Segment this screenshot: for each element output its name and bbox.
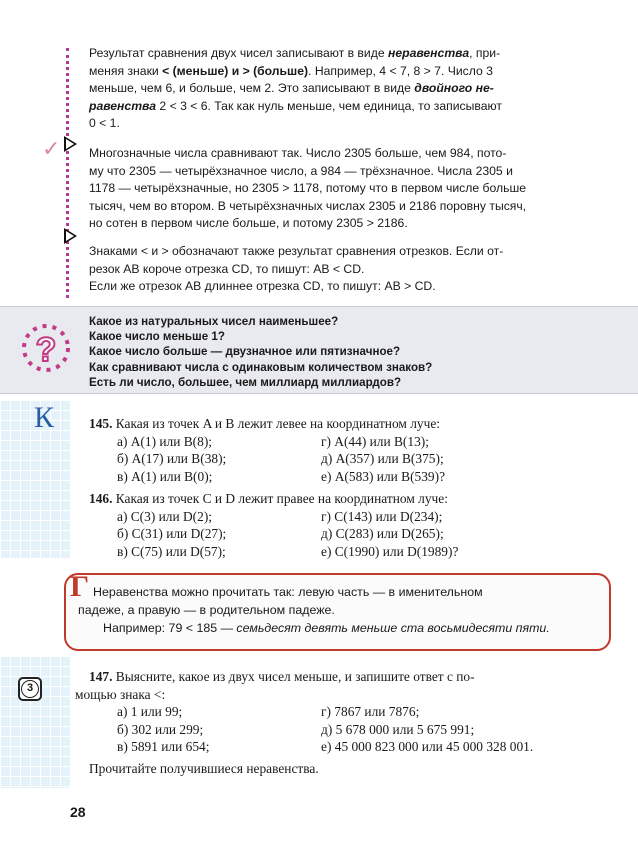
question-item: Как сравнивают числа с одинаковым количеством знаков? [89, 360, 433, 374]
page-number: 28 [70, 804, 86, 820]
svg-text:?: ? [35, 331, 57, 369]
question-item: Какое число меньше 1? [89, 330, 225, 344]
exercise-147: 147. Выясните, какое из двух чисел меньше, и запишите ответ с по- мощью знака <: а) 1 или 99; б) 302 или 299; в) 5891 или 654; г) 7867 или 7876; д) 5 678 000 или 5 675 991; е) 45 000 823 000 или 45 000 328 001. Прочитайте получившиеся неравенства. [75, 669, 534, 776]
theory-paragraph-3: Знаками < и > обозначают также результат сравнения отрезков. Если от- резок AB короче отрезка CD, то пишут: AB < CD. Если же отрезок AB длиннее отрезка CD, то пишут: AB > CD. [89, 244, 504, 294]
grid-margin-decoration [0, 656, 70, 788]
theory-rail [66, 48, 69, 298]
question-mark-icon [20, 318, 72, 378]
exercise-145: 145. Какая из точек A и B лежит левее на координатном луче: а) A(1) или B(8); б) A(17) или B(38); в) A(1) или B(0); г) A(44) или B(13); д) A(357) или B(375); е) A(583) или B(539)? [89, 416, 446, 484]
level-badge: 3 [18, 677, 42, 701]
question-item: Какое из натуральных чисел наименьшее? [89, 315, 339, 328]
checkmark-icon: ✓ [42, 136, 61, 161]
section-letter-k: К [34, 401, 55, 434]
exercise-146: 146. Какая из точек C и D лежит правее на координатном луче: а) C(3) или D(2); б) C(31) или D(27); в) C(75) или D(57); г) C(143) или D(234); д) C(283) или D(265); е) C(1990) или D(1989)? [89, 491, 459, 559]
theory-paragraph-1: Результат сравнения двух чисел записывают в виде неравенства, при- меняя знаки < (меньше) и > (больше). Например, 4 < 7, 8 > 7. Число 3 меньше, чем 6, и больше, чем 2. Это записывают в виде двойного не- равенства 2 < 3 < 6. Так как нуль меньше, чем единица, то записывают 0 < 1. [89, 46, 502, 131]
question-item: Есть ли число, большее, чем миллиард миллиардов? [89, 375, 402, 389]
questions-list [89, 314, 432, 390]
rule-letter-g: Г [70, 570, 90, 603]
rule-text: Неравенства можно прочитать так: левую часть — в именительном падеже, а правую — в родительном падеже. Например: 79 < 185 — семьдесят девять меньше ста восьмидесяти пяти. [78, 585, 550, 635]
triangle-marker-icon [64, 228, 77, 244]
triangle-marker-icon [64, 136, 77, 152]
theory-paragraph-2: Многозначные числа сравнивают так. Число 2305 больше, чем 984, пото- му что 2305 — четырёхзначное число, а 984 — трёхзначное. Числа 2305 и 1178 — четырёхзначные, но 2305 > 1178, потому что в первом числе больше тысяч, чем во втором. В четырёхзначных числах 2305 и 2186 поровну тысяч, но сотен в первом числе больше, и потому 2305 > 2186. [89, 146, 527, 231]
question-item: Какое число больше — двузначное или пятизначное? [89, 345, 401, 359]
